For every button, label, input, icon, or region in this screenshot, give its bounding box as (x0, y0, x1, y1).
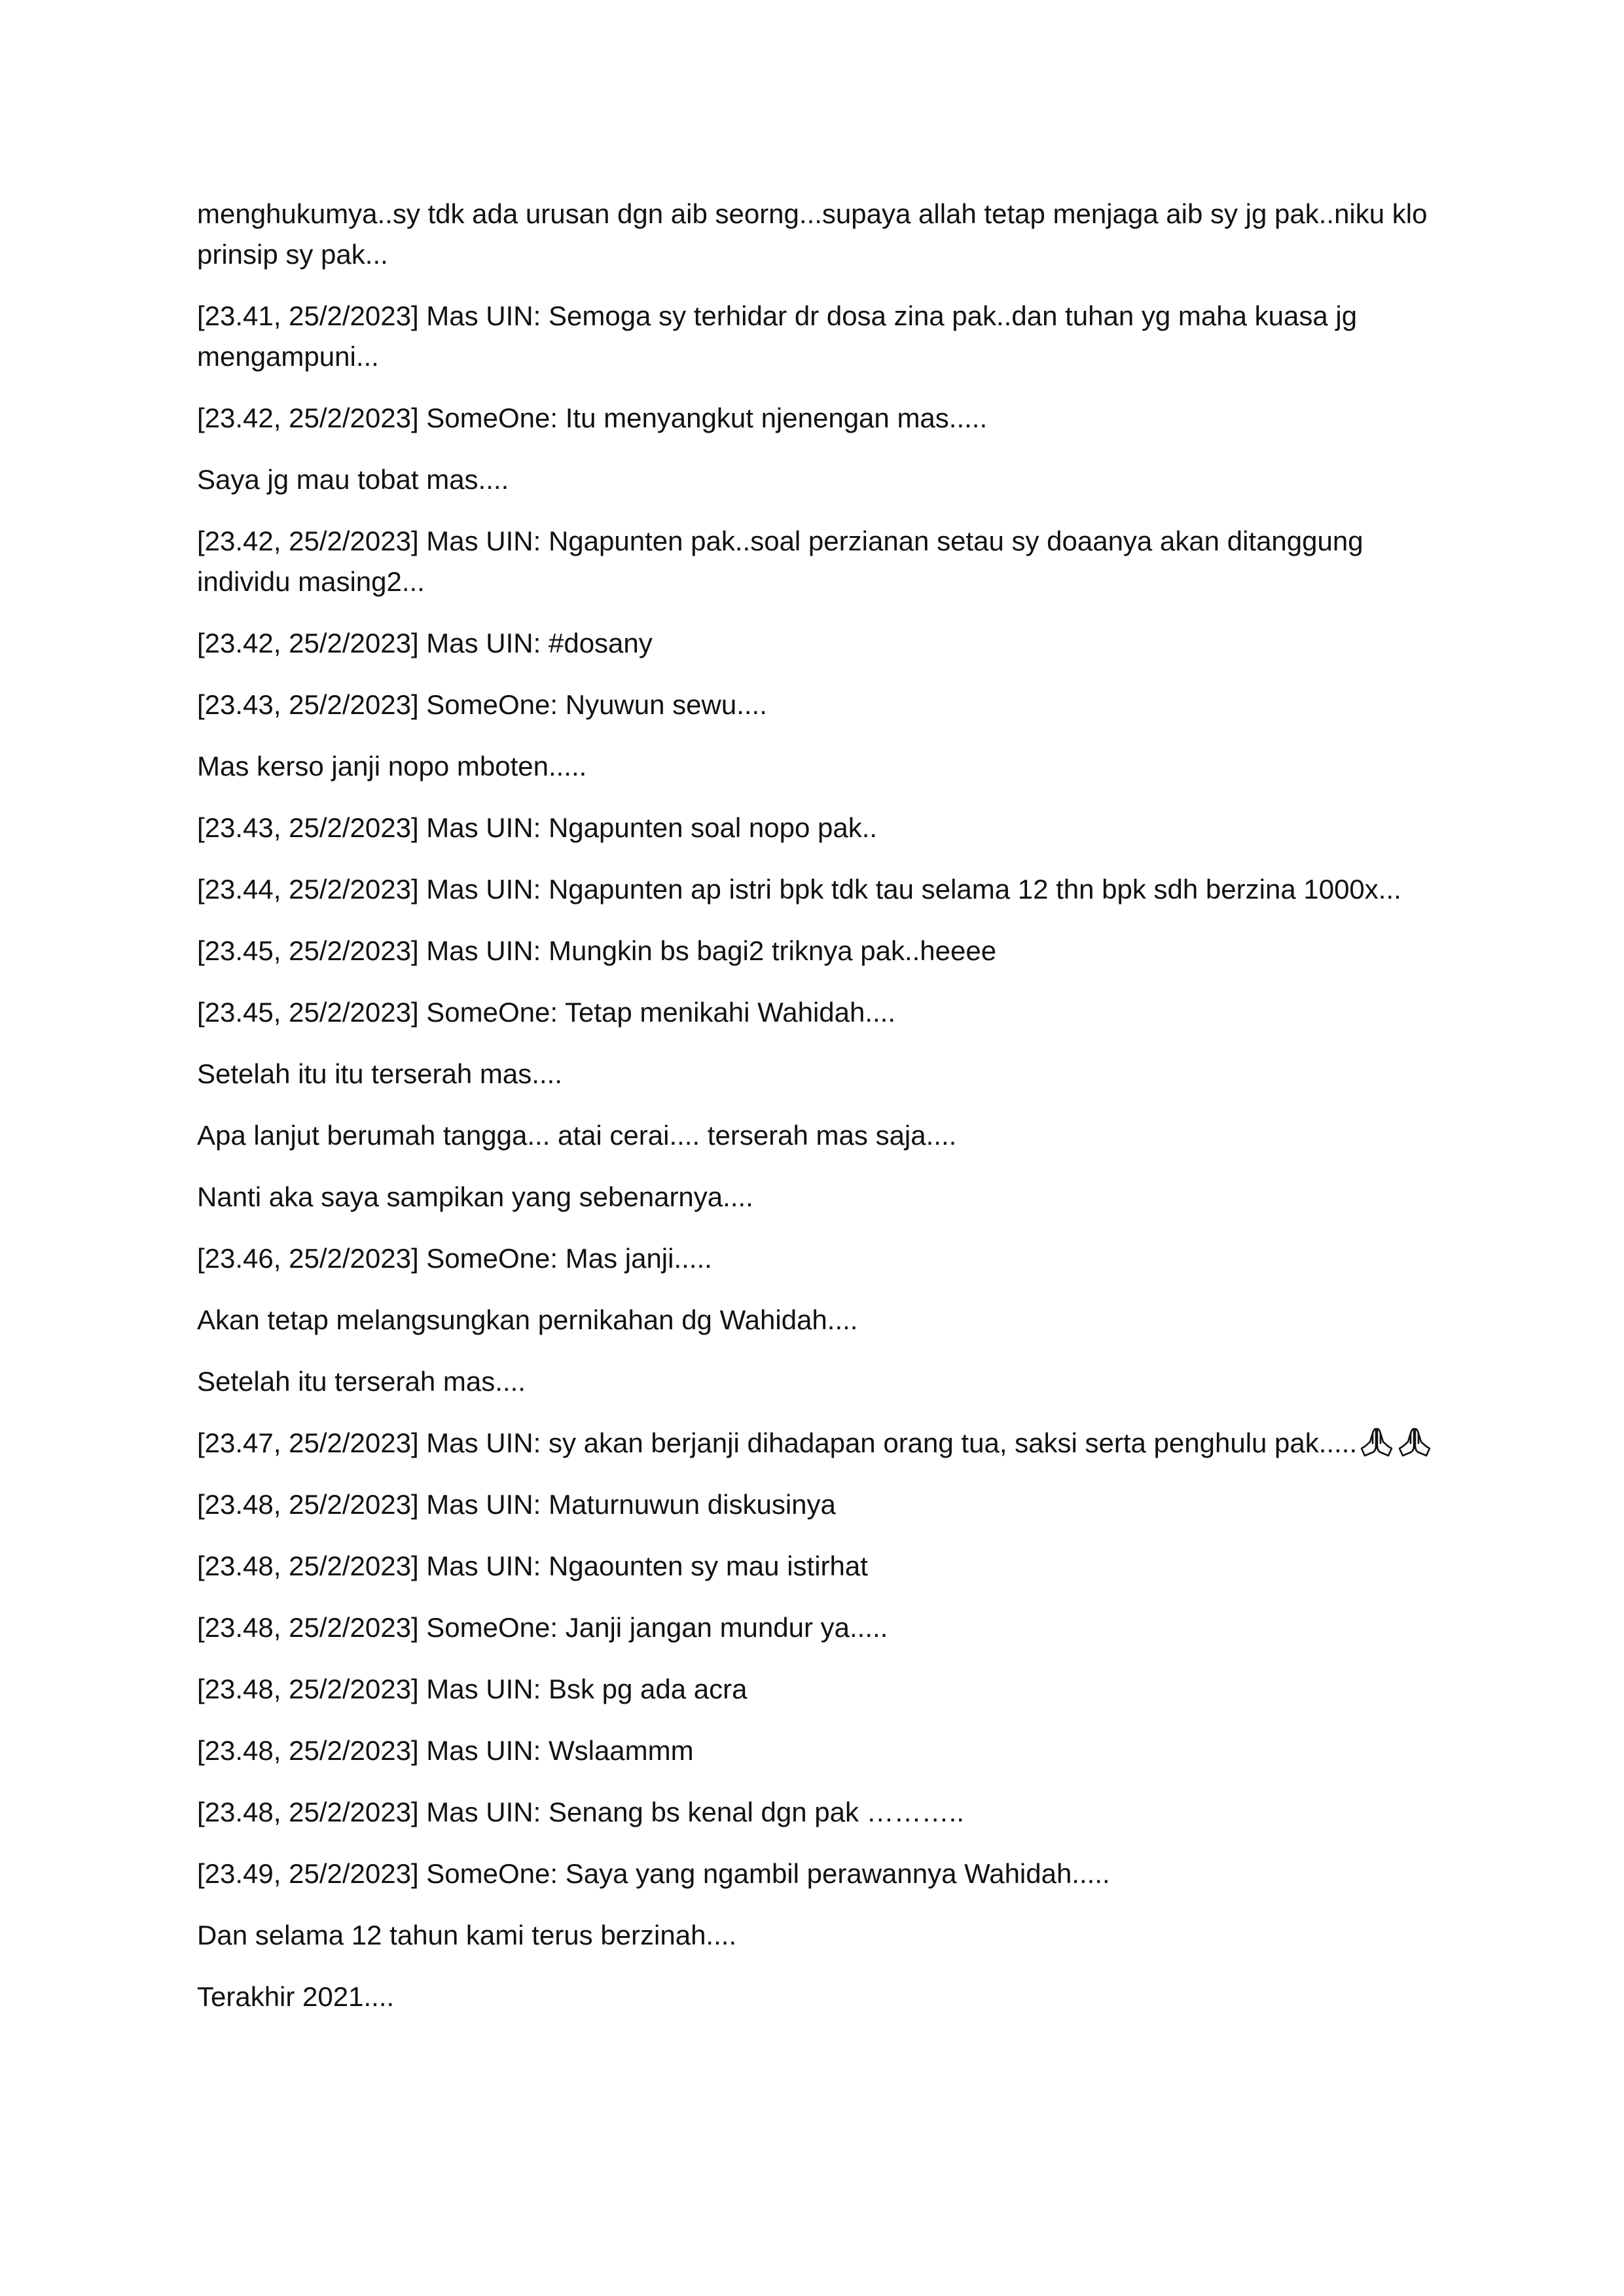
transcript-line: Dan selama 12 tahun kami terus berzinah.... (197, 1920, 737, 1950)
transcript-line: [23.49, 25/2/2023] SomeOne: Saya yang ngambil perawannya Wahidah..... (197, 1858, 1110, 1889)
transcript-line: [23.42, 25/2/2023] SomeOne: Itu menyangkut njenengan mas..... (197, 403, 988, 433)
transcript-line: [23.48, 25/2/2023] Mas UIN: Ngaounten sy mau istirhat (197, 1551, 868, 1581)
transcript-line: Terakhir 2021.... (197, 1981, 395, 2012)
promise-text: [23.47, 25/2/2023] Mas UIN: sy akan berjanji dihadapan orang tua, saksi serta penghulu pak..... (197, 1427, 1358, 1458)
transcript-line: Setelah itu terserah mas.... (197, 1366, 526, 1397)
transcript-line: [23.48, 25/2/2023] Mas UIN: Senang bs kenal dgn pak ……….. (197, 1797, 965, 1827)
folded-hands-icon (1358, 1426, 1395, 1459)
transcript-line: [23.45, 25/2/2023] SomeOne: Tetap menikahi Wahidah.... (197, 997, 896, 1028)
transcript-line: [23.42, 25/2/2023] Mas UIN: Ngapunten pak..soal perzianan setau sy doaanya akan ditanggung individu masing2... (197, 526, 1363, 597)
transcript-line: [23.48, 25/2/2023] Mas UIN: Maturnuwun diskusinya (197, 1489, 836, 1520)
transcript-line-with-emoji (197, 1423, 1441, 1463)
transcript-line: Nanti aka saya sampikan yang sebenarnya.... (197, 1181, 753, 1212)
transcript-line: [23.48, 25/2/2023] SomeOne: Janji jangan mundur ya..... (197, 1612, 888, 1643)
transcript-line: [23.44, 25/2/2023] Mas UIN: Ngapunten ap istri bpk tdk tau selama 12 thn bpk sdh berzina 1000x... (197, 874, 1401, 905)
transcript-line: Akan tetap melangsungkan pernikahan dg Wahidah.... (197, 1304, 858, 1335)
transcript-line: [23.42, 25/2/2023] Mas UIN: #dosany (197, 628, 653, 658)
folded-hands-icon (1396, 1426, 1433, 1459)
transcript-line: Saya jg mau tobat mas.... (197, 464, 509, 495)
transcript-line: menghukumya..sy tdk ada urusan dgn aib seorng...supaya allah tetap menjaga aib sy jg pak..niku klo prinsip sy pak... (197, 198, 1428, 270)
chat-transcript (197, 194, 1441, 2038)
transcript-line: [23.41, 25/2/2023] Mas UIN: Semoga sy terhidar dr dosa zina pak..dan tuhan yg maha kuasa jg mengampuni... (197, 300, 1358, 372)
transcript-line: [23.43, 25/2/2023] Mas UIN: Ngapunten soal nopo pak.. (197, 812, 878, 843)
transcript-line: [23.43, 25/2/2023] SomeOne: Nyuwun sewu.... (197, 689, 767, 720)
transcript-line: Mas kerso janji nopo mboten..... (197, 751, 587, 781)
transcript-line: Setelah itu itu terserah mas.... (197, 1058, 562, 1089)
transcript-line: [23.45, 25/2/2023] Mas UIN: Mungkin bs bagi2 triknya pak..heeee (197, 935, 997, 966)
transcript-line: Apa lanjut berumah tangga... atai cerai.... terserah mas saja.... (197, 1120, 957, 1151)
transcript-line: [23.46, 25/2/2023] SomeOne: Mas janji..... (197, 1243, 712, 1274)
transcript-line: [23.48, 25/2/2023] Mas UIN: Wslaammm (197, 1735, 694, 1766)
transcript-line: [23.48, 25/2/2023] Mas UIN: Bsk pg ada acra (197, 1674, 748, 1704)
